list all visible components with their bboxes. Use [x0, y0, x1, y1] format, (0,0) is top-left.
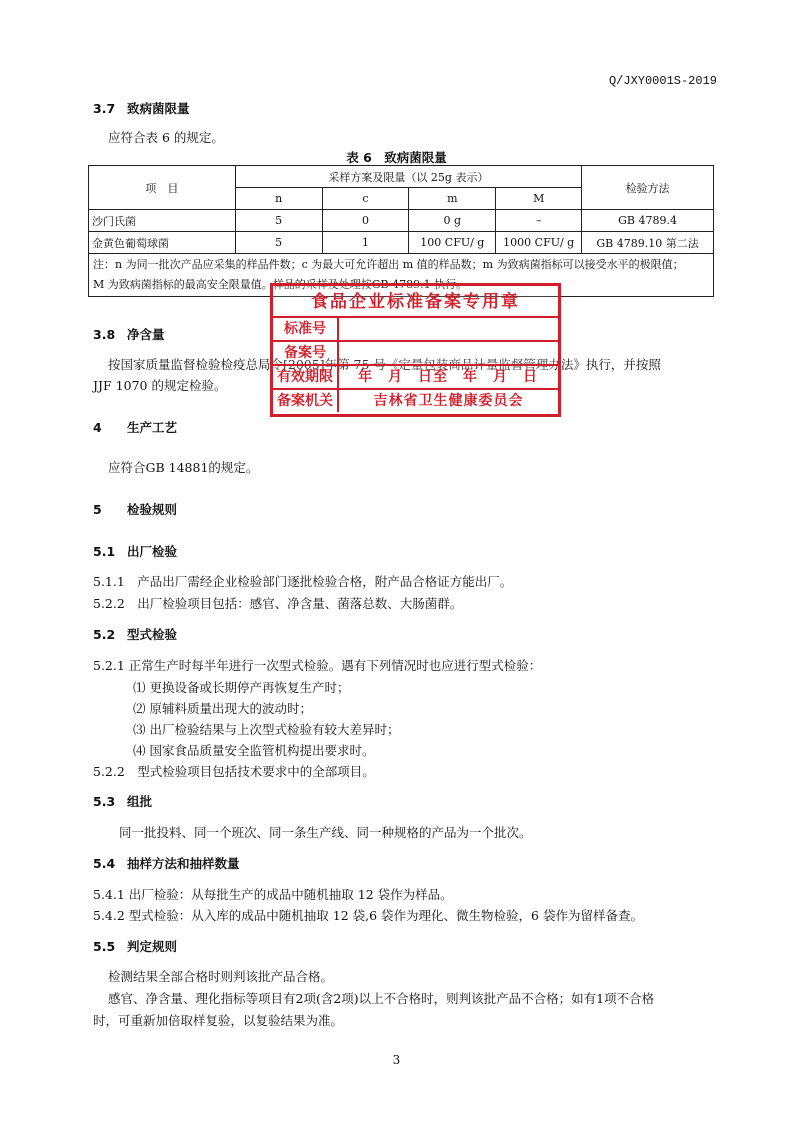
page-number: 3 — [392, 1053, 401, 1067]
cell-method: GB 4789.4 — [582, 210, 714, 232]
section-number: 5.3 — [93, 794, 116, 809]
table-note-line: 注：n 为同一批次产品应采集的样品件数；c 为最大可允许超出 m 值的样品数；m 为致病菌指标可以接受水平的极限值； — [93, 258, 684, 271]
cell-m: 100 CFU/ g — [409, 232, 496, 254]
section-number: 3.7 — [93, 101, 116, 116]
section-5-1-heading — [93, 542, 177, 560]
section-number: 5.1 — [93, 544, 116, 559]
section-3-7-text: 应符合表 6 的规定。 — [108, 130, 224, 145]
header-m: m — [409, 188, 496, 210]
cell-M: 1000 CFU/ g — [496, 232, 582, 254]
section-5-2-heading — [93, 625, 177, 643]
header-sampling-plan: 采样方案及限量（以 25g 表示） — [235, 166, 581, 188]
section-number: 5.2 — [93, 627, 116, 642]
header-item: 项 目 — [89, 166, 236, 210]
stamp-row-validity — [273, 364, 558, 388]
section-5-5-line: 时，可重新加倍取样复验，以复验结果为准。 — [93, 1013, 344, 1028]
list-item: ⑴ 更换设备或长期停产再恢复生产时； — [133, 680, 350, 695]
header-n: n — [235, 188, 322, 210]
section-3-8-heading — [93, 325, 165, 343]
stamp-label: 有效期限 — [273, 366, 339, 388]
cell-item: 沙门氏菌 — [89, 210, 236, 232]
section-number: 5.4 — [93, 856, 116, 871]
stamp-validity-value: 年 月 日至 年 月 日 — [343, 369, 538, 385]
cell-n: 5 — [235, 210, 322, 232]
section-number: 4 — [93, 420, 102, 435]
table-row — [89, 210, 714, 232]
section-5-1-line: 5.1.1 产品出厂需经企业检验部门逐批检验合格，附产品合格证方能出厂。 — [93, 574, 513, 589]
section-5-2-line: 5.2.1 正常生产时每半年进行一次型式检验。遇有下列情况时也应进行型式检验： — [93, 658, 542, 673]
table-6-caption: 表 6 致病菌限量 — [346, 150, 447, 165]
stamp-row-record-number — [273, 340, 558, 364]
section-5-4-heading — [93, 854, 240, 872]
section-5-5-line: 感官、净含量、理化指标等项目有2项(含2项)以上不合格时，则判该批产品不合格；如有1项不合格 — [108, 991, 655, 1006]
section-5-heading — [93, 500, 177, 518]
cell-c: 1 — [322, 232, 409, 254]
filing-stamp — [270, 283, 561, 417]
section-4-text: 应符合GB 14881的规定。 — [108, 460, 259, 475]
section-title: 判定规则 — [127, 939, 178, 954]
section-title: 检验规则 — [127, 502, 178, 517]
section-4-heading — [93, 418, 177, 436]
header-c: c — [322, 188, 409, 210]
section-5-3-text: 同一批投料、同一个班次、同一条生产线、同一种规格的产品为一个批次。 — [119, 825, 532, 840]
section-3-8-line: JJF 1070 的规定检验。 — [93, 378, 227, 393]
cell-m: 0 g — [409, 210, 496, 232]
pathogen-limit-table — [88, 165, 714, 297]
section-title: 型式检验 — [127, 627, 178, 642]
header-method: 检验方法 — [582, 166, 714, 210]
stamp-label: 备案机关 — [273, 390, 339, 412]
section-5-5-heading — [93, 937, 177, 955]
section-number: 5 — [93, 502, 102, 517]
section-5-2-line: 5.2.2 型式检验项目包括技术要求中的全部项目。 — [93, 764, 375, 779]
stamp-title: 食品企业标准备案专用章 — [311, 292, 520, 312]
cell-c: 0 — [322, 210, 409, 232]
section-title: 组批 — [127, 794, 153, 809]
stamp-label: 标准号 — [273, 318, 339, 340]
section-5-5-line: 检测结果全部合格时则判该批产品合格。 — [108, 969, 334, 984]
section-number: 3.8 — [93, 327, 116, 342]
section-title: 抽样方法和抽样数量 — [127, 856, 240, 871]
cell-method: GB 4789.10 第二法 — [582, 232, 714, 254]
section-3-7-heading — [93, 99, 190, 117]
table-row — [89, 232, 714, 254]
cell-n: 5 — [235, 232, 322, 254]
section-5-3-heading — [93, 792, 152, 810]
list-item: ⑵ 原辅料质量出现大的波动时； — [133, 701, 312, 716]
section-title: 致病菌限量 — [127, 101, 190, 116]
list-item: ⑷ 国家食品质量安全监管机构提出要求时。 — [133, 743, 375, 758]
cell-M: – — [496, 210, 582, 232]
cell-item: 金黄色葡萄球菌 — [89, 232, 236, 254]
section-5-1-line: 5.2.2 出厂检验项目包括：感官、净含量、菌落总数、大肠菌群。 — [93, 596, 463, 611]
table-note-line: M 为致病菌指标的最高安全限量值。样品的采样及处理按GB 4789.1 执行。 — [93, 278, 468, 291]
section-number: 5.5 — [93, 939, 116, 954]
header-M: M — [496, 188, 582, 210]
section-title: 出厂检验 — [127, 544, 178, 559]
stamp-authority-value: 吉林省卫生健康委员会 — [373, 393, 524, 409]
section-5-4-line: 5.4.2 型式检验：从入库的成品中随机抽取 12 袋,6 袋作为理化、微生物检验，6 袋作为留样备查。 — [93, 908, 643, 923]
stamp-row-standard-number — [273, 316, 558, 340]
section-title: 生产工艺 — [127, 420, 178, 435]
list-item: ⑶ 出厂检验结果与上次型式检验有较大差异时； — [133, 722, 400, 737]
document-code: Q/JXY0001S-2019 — [608, 74, 717, 88]
section-5-4-line: 5.4.1 出厂检验：从每批生产的成品中随机抽取 12 袋作为样品。 — [93, 887, 453, 902]
stamp-label: 备案号 — [273, 342, 339, 364]
section-title: 净含量 — [127, 327, 165, 342]
section-3-8-line: 按国家质量监督检验检疫总局令[2005]年第 75 号《定量包装商品计量监督管理办法》执行，并按照 — [108, 357, 661, 372]
stamp-row-authority — [273, 388, 558, 412]
